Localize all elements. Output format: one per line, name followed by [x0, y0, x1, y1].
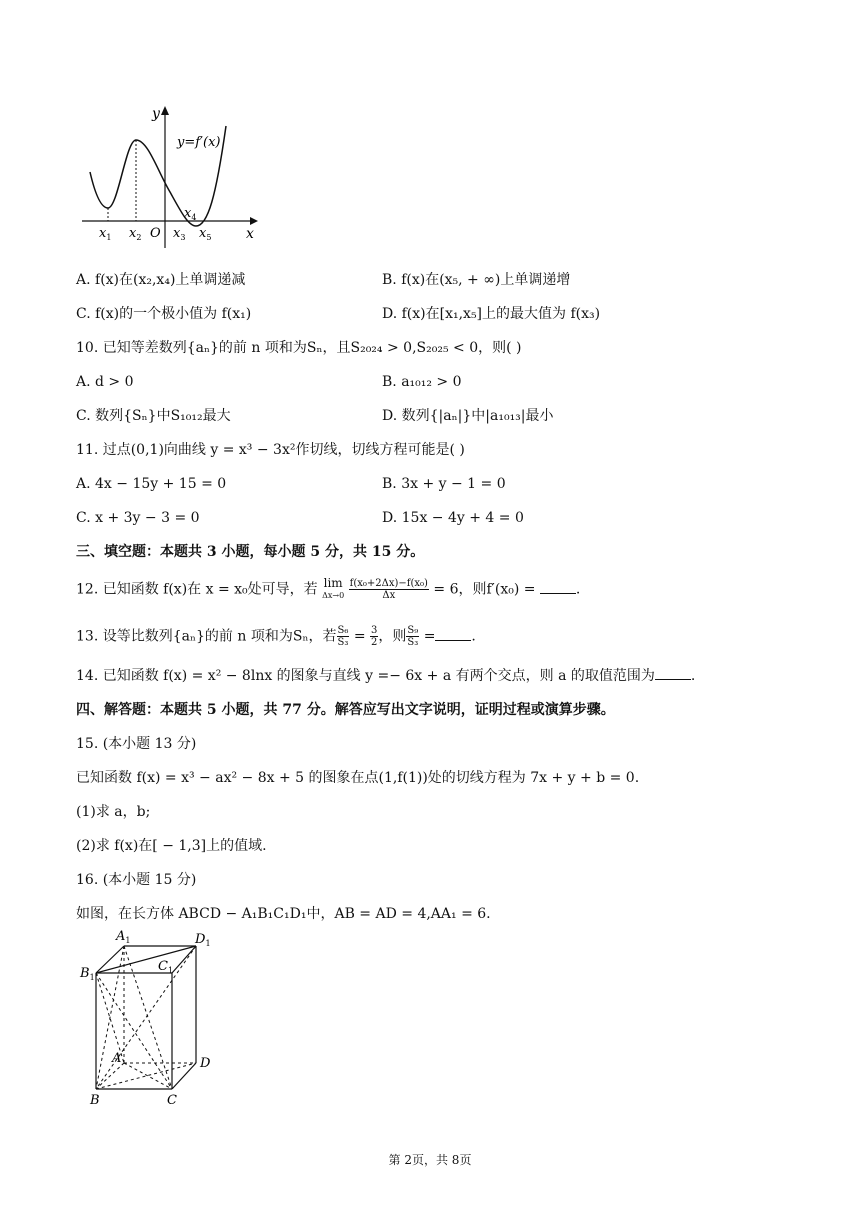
label-b: B: [90, 1093, 100, 1108]
q9-option-c: C. f(x)的一个极小值为 f(x₁): [76, 306, 252, 322]
y-axis-label: y: [152, 106, 160, 122]
page-footer: 第 2页，共 8页: [388, 1153, 472, 1167]
x1-label: $x_1$: [99, 226, 112, 242]
q12-answer-blank[interactable]: [540, 581, 576, 594]
q13-answer-blank[interactable]: [435, 628, 471, 641]
label-d: D: [200, 1056, 211, 1071]
cuboid-figure: [78, 926, 228, 1108]
q13: 13. 设等比数列{aₙ}的前 n 项和为Sₙ，若 $\frac{\text{S₆}}{\text{S₃}}$ = $\frac{3}{2}$ ，则 $\frac{\text{S₉}}{\text{S₃}}$ = .: [76, 625, 476, 648]
q13-fraction-s9-s3: $\frac{\text{S₉}}{\text{S₃}}$: [407, 625, 419, 648]
q10-option-d: D. 数列{|aₙ|}中|a₁₀₁₃|最小: [382, 408, 554, 424]
q15-part-1: (1)求 a，b;: [76, 804, 151, 820]
q10-stem: 10. 已知等差数列{aₙ}的前 n 项和为Sₙ，且S₂₀₂₄ > 0,S₂₀₂₅ < 0，则( ): [76, 340, 522, 356]
label-c: C: [167, 1093, 177, 1108]
q12: 12. 已知函数 f(x)在 x = x₀处可导，若 lim Δx→0 $\frac{\text{f(x₀+2Δx)−f(x₀)}}{\Delta x}$ = 6，则f′(x₀) = .: [76, 576, 581, 601]
label-a: A: [112, 1051, 122, 1066]
section-3-heading: 三、填空题：本题共 3 小题，每小题 5 分，共 15 分。: [76, 544, 425, 560]
q13-pre: 13. 设等比数列{aₙ}的前 n 项和为Sₙ，若: [76, 628, 337, 645]
curve-label: y=f′(x): [177, 135, 221, 150]
q14-answer-blank[interactable]: [655, 667, 691, 680]
q15-heading: 15. (本小题 13 分): [76, 736, 197, 752]
label-d1: $D_1$: [195, 932, 211, 948]
x4-label: $x_4$: [184, 206, 197, 222]
derivative-graph: [78, 100, 268, 250]
label-b1: $B_1$: [80, 966, 95, 982]
q12-pre: 12. 已知函数 f(x)在 x = x₀处可导，若: [76, 581, 318, 598]
q11-option-d: D. 15x − 4y + 4 = 0: [382, 510, 524, 526]
q12-post: = 6，则f′(x₀) =: [433, 581, 536, 598]
q9-option-d: D. f(x)在[x₁,x₅]上的最大值为 f(x₃): [382, 306, 601, 322]
x2-label: $x_2$: [129, 226, 142, 242]
q16-stem: 如图，在长方体 ABCD − A₁B₁C₁D₁中，AB = AD = 4,AA₁ = 6.: [76, 906, 491, 922]
q14: 14. 已知函数 f(x) = x² − 8lnx 的图象与直线 y =− 6x + a 有两个交点，则 a 的取值范围为 .: [76, 668, 696, 684]
section-4-heading: 四、解答题：本题共 5 小题，共 77 分。解答应写出文字说明，证明过程或演算步骤。: [76, 702, 615, 718]
q15-stem: 已知函数 f(x) = x³ − ax² − 8x + 5 的图象在点(1,f(1))处的切线方程为 7x + y + b = 0.: [76, 770, 640, 786]
q12-fraction: $\frac{\text{f(x₀+2Δx)−f(x₀)}}{\Delta x}$: [349, 578, 428, 601]
q10-option-a: A. d > 0: [76, 374, 134, 390]
q11-option-a: A. 4x − 15y + 15 = 0: [76, 476, 227, 492]
label-a1: $A_1$: [116, 929, 131, 945]
q9-option-a: A. f(x)在(x₂,x₄)上单调递减: [76, 272, 246, 288]
q10-option-b: B. a₁₀₁₂ > 0: [382, 374, 462, 390]
q13-fraction-3-2: $\frac{3}{2}$: [371, 625, 378, 648]
q13-fraction-s6-s3: $\frac{\text{S₆}}{\text{S₃}}$: [337, 625, 349, 648]
origin-label: O: [150, 226, 161, 241]
q16-heading: 16. (本小题 15 分): [76, 872, 197, 888]
q10-option-c: C. 数列{Sₙ}中S₁₀₁₂最大: [76, 408, 231, 424]
x-axis-label: x: [246, 226, 254, 242]
q11-option-c: C. x + 3y − 3 = 0: [76, 510, 200, 526]
x3-label: $x_3$: [173, 226, 186, 242]
q12-limit: lim Δx→0: [322, 576, 345, 600]
q11-stem: 11. 过点(0,1)向曲线 y = x³ − 3x²作切线，切线方程可能是( ): [76, 442, 465, 458]
q15-part-2: (2)求 f(x)在[ − 1,3]上的值域.: [76, 838, 267, 854]
q11-option-b: B. 3x + y − 1 = 0: [382, 476, 506, 492]
label-c1: $C_1$: [158, 959, 174, 975]
q9-option-b: B. f(x)在(x₅, + ∞)上单调递增: [382, 272, 571, 288]
x5-label: $x_5$: [199, 226, 212, 242]
